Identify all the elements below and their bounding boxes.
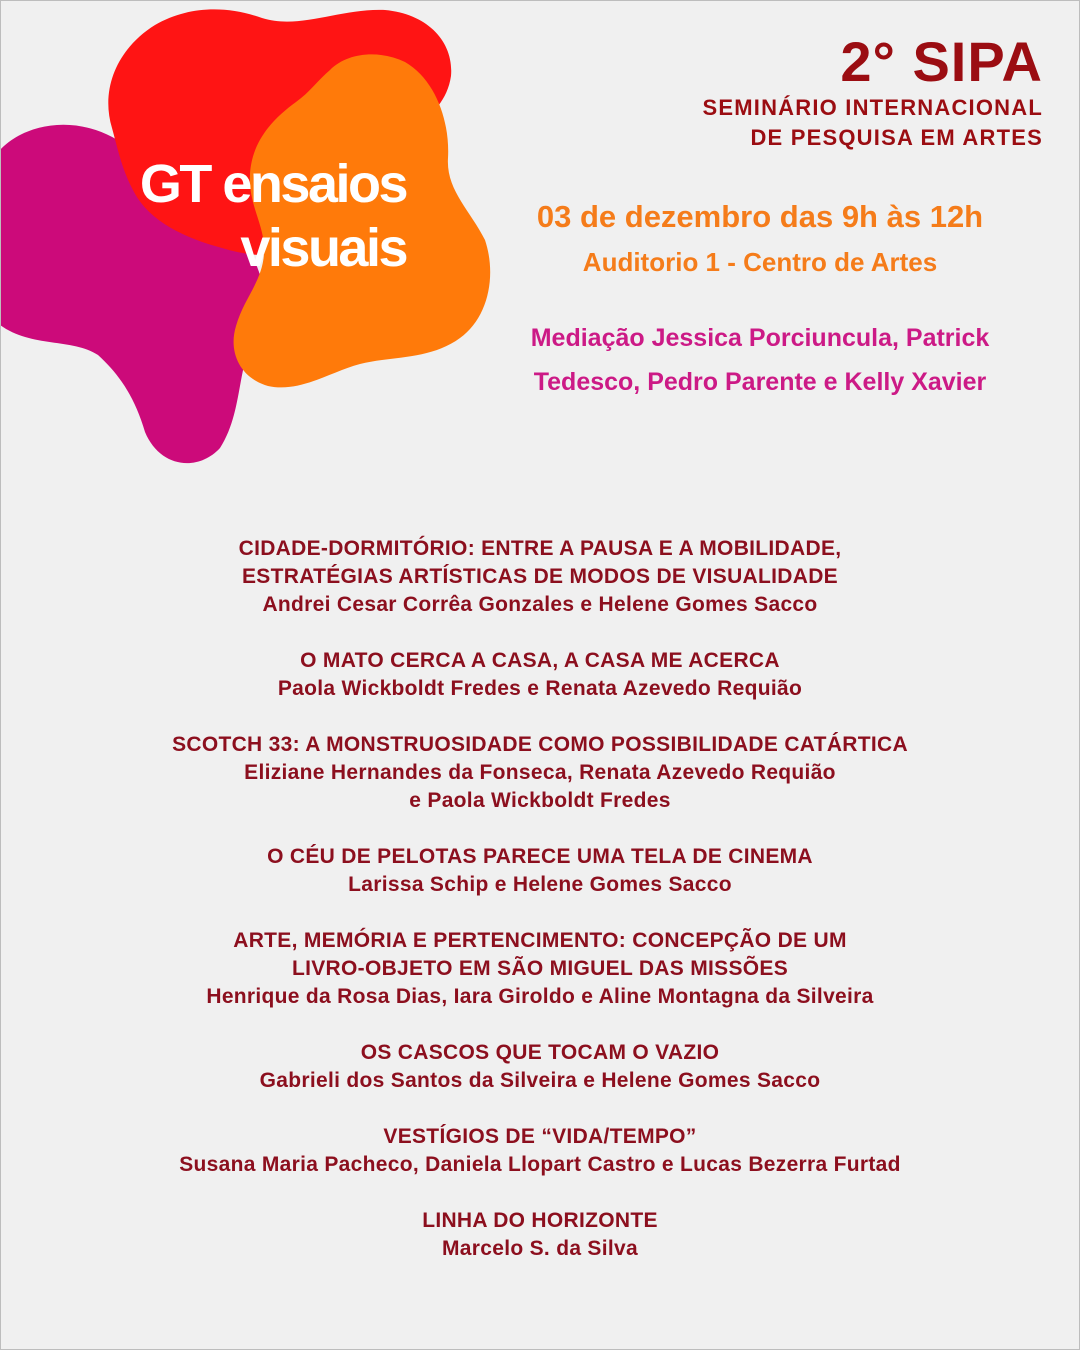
program-item-authors: Henrique da Rosa Dias, Iara Giroldo e Aline Montagna da Silveira [206, 985, 874, 1008]
program-item [40, 927, 1040, 1011]
program-item-authors: Paola Wickboldt Fredes e Renata Azevedo Requião [277, 677, 803, 700]
gt-title [60, 152, 406, 280]
program-item [40, 843, 1040, 899]
program-item [40, 731, 1040, 815]
program-item-authors: Gabrieli dos Santos da Silveira e Helene Gomes Sacco [259, 1069, 821, 1092]
gt-title-line2: visuais [240, 218, 406, 278]
program-item [40, 1207, 1040, 1263]
program-item-authors: Andrei Cesar Corrêa Gonzales e Helene Gomes Sacco [262, 593, 818, 616]
program-item [40, 1039, 1040, 1095]
program-item-title: CIDADE-DORMITÓRIO: ENTRE A PAUSA E A MOBILIDADE, [238, 537, 842, 560]
program-item-authors: Larissa Schip e Helene Gomes Sacco [348, 873, 732, 896]
program-item-title: VESTÍGIOS DE “VIDA/TEMPO” [383, 1125, 697, 1148]
program-item-authors: Eliziane Hernandes da Fonseca, Renata Azevedo Requião [244, 761, 836, 784]
event-date: 03 de dezembro das 9h às 12h [536, 199, 984, 234]
program-item-title: SCOTCH 33: A MONSTRUOSIDADE COMO POSSIBILIDADE CATÁRTICA [172, 733, 908, 756]
program-item-title: ARTE, MEMÓRIA E PERTENCIMENTO: CONCEPÇÃO DE UM [233, 929, 847, 952]
program-item [40, 647, 1040, 703]
program-item-title: O MATO CERCA A CASA, A CASA ME ACERCA [300, 649, 780, 672]
program-item [40, 535, 1040, 619]
event-subtitle [703, 93, 1044, 153]
program-item-title: LIVRO-OBJETO EM SÃO MIGUEL DAS MISSÕES [291, 957, 789, 980]
event-subtitle-line2: DE PESQUISA EM ARTES [750, 125, 1043, 150]
mediation [480, 316, 1040, 404]
event-venue: Auditorio 1 - Centro de Artes [582, 247, 938, 277]
event-title: 2° SIPA [840, 30, 1043, 93]
event-subtitle-line1: SEMINÁRIO INTERNACIONAL [702, 95, 1043, 120]
mediation-line1: Mediação Jessica Porciuncula, Patrick [530, 324, 990, 352]
program-item-authors: e Paola Wickboldt Fredes [409, 789, 671, 812]
program-list [40, 535, 1040, 1291]
program-item-title: LINHA DO HORIZONTE [422, 1209, 658, 1232]
program-item-title: OS CASCOS QUE TOCAM O VAZIO [360, 1041, 720, 1064]
program-item [40, 1123, 1040, 1179]
program-item-authors: Susana Maria Pacheco, Daniela Llopart Castro e Lucas Bezerra Furtad [179, 1153, 901, 1176]
mediation-line2: Tedesco, Pedro Parente e Kelly Xavier [533, 368, 987, 396]
program-item-authors: Marcelo S. da Silva [442, 1237, 638, 1260]
program-item-title: ESTRATÉGIAS ARTÍSTICAS DE MODOS DE VISUALIDADE [241, 565, 838, 588]
program-item-title: O CÉU DE PELOTAS PARECE UMA TELA DE CINEMA [267, 845, 813, 868]
gt-title-line1: GT ensaios [139, 154, 406, 214]
